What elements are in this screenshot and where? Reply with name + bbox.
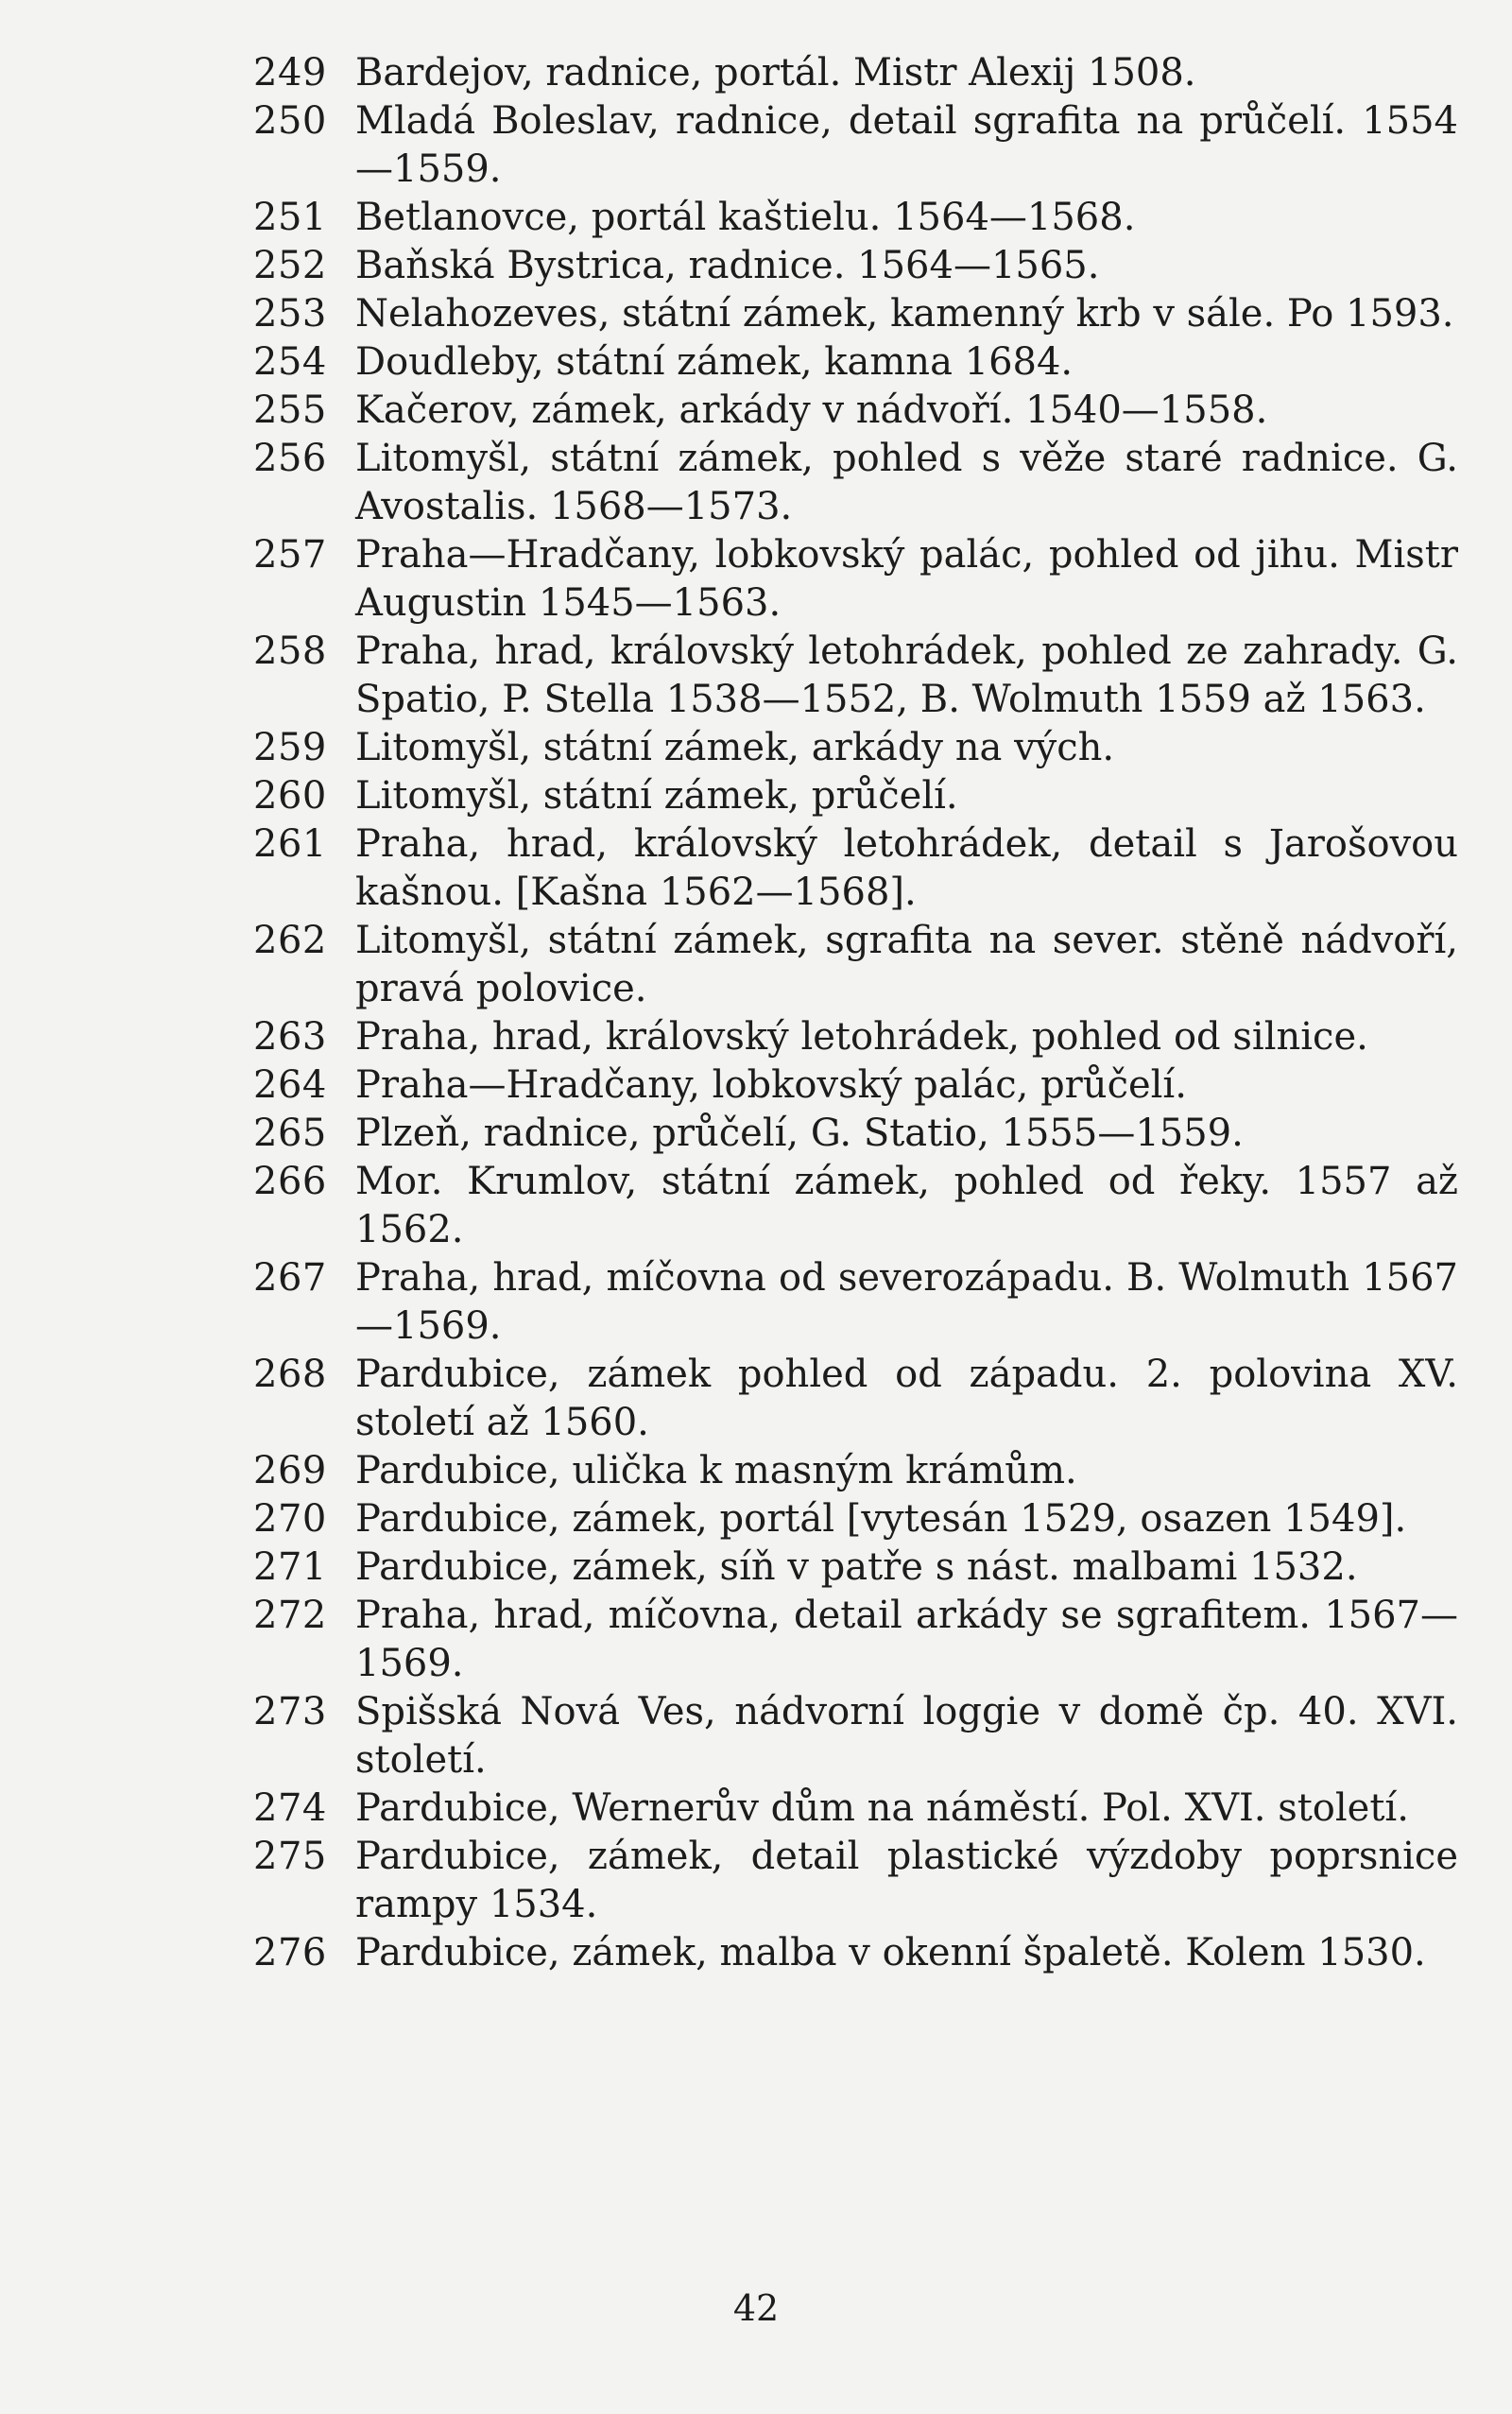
entry-text: Pardubice, zámek, portál [vytesán 1529, osazen 1549]. [355,1497,1407,1541]
entry-number: 274 [253,1786,327,1830]
list-item [253,387,1458,435]
entry-text: Plzeň, radnice, průčelí, G. Statio, 1555—1559. [355,1112,1244,1155]
list-item [253,1495,1458,1543]
entry-number: 268 [253,1353,327,1396]
list-item [253,772,1458,820]
entry-number: 255 [253,388,327,432]
list-item [253,1158,1458,1254]
entry-text: Doudleby, státní zámek, kamna 1684. [355,340,1074,384]
entry-number: 254 [253,340,327,384]
list-item [253,917,1458,1013]
entry-number: 251 [253,196,327,239]
list-item [253,338,1458,387]
entry-number: 258 [253,629,327,673]
entry-number: 259 [253,726,327,769]
entry-number: 270 [253,1497,327,1541]
list-item [253,820,1458,917]
entry-text: Litomyšl, státní zámek, pohled s věže staré radnice. G. Avostalis. 1568—1573. [355,437,1458,528]
entry-text: Spišská Nová Ves, nádvorní loggie v domě čp. 40. XVI. století. [355,1690,1458,1782]
list-item [253,49,1458,97]
entry-text: Praha, hrad, královský letohrádek, pohled od silnice. [355,1015,1368,1059]
entry-number: 276 [253,1931,327,1974]
list-item [253,1110,1458,1158]
entry-text: Pardubice, zámek, síň v patře s nást. malbami 1532. [355,1545,1358,1589]
entry-text: Litomyšl, státní zámek, průčelí. [355,774,958,818]
list-item [253,628,1458,724]
entry-text: Mor. Krumlov, státní zámek, pohled od řeky. 1557 až 1562. [355,1160,1458,1251]
entry-number: 252 [253,244,327,287]
entry-text: Litomyšl, státní zámek, sgrafita na sever. stěně nádvoří, pravá polovice. [355,919,1458,1010]
list-item [253,1929,1458,1977]
entry-text: Kačerov, zámek, arkády v nádvoří. 1540—1558. [355,388,1268,432]
list-item [253,242,1458,290]
entry-number: 257 [253,533,327,577]
list-item [253,194,1458,242]
entry-text: Pardubice, zámek pohled od západu. 2. polovina XV. století až 1560. [355,1353,1458,1444]
entry-text: Nelahozeves, státní zámek, kamenný krb v sále. Po 1593. [355,292,1454,336]
list-item [253,1833,1458,1929]
entry-text: Betlanovce, portál kaštielu. 1564—1568. [355,196,1136,239]
entry-number: 264 [253,1063,327,1107]
entry-text: Praha—Hradčany, lobkovský palác, pohled od jihu. Mistr Augustin 1545—1563. [355,533,1458,625]
entry-text: Pardubice, zámek, malba v okenní špaletě. Kolem 1530. [355,1931,1426,1974]
list-item [253,1254,1458,1351]
list-item [253,1013,1458,1061]
list-item [253,97,1458,194]
entry-text: Mladá Boleslav, radnice, detail sgrafita na průčelí. 1554—1559. [355,99,1458,191]
entry-number: 267 [253,1256,327,1300]
list-item [253,724,1458,772]
entry-text: Pardubice, Wernerův dům na náměstí. Pol. XVI. století. [355,1786,1409,1830]
entry-number: 265 [253,1112,327,1155]
entry-text: Praha, hrad, královský letohrádek, detail s Jarošovou kašnou. [Kašna 1562—1568]. [355,822,1458,914]
entry-text: Pardubice, zámek, detail plastické výzdoby poprsnice rampy 1534. [355,1835,1458,1926]
entry-number: 250 [253,99,327,143]
list-item [253,435,1458,531]
entry-text: Praha, hrad, míčovna, detail arkády se sgrafitem. 1567—1569. [355,1594,1458,1685]
entry-number: 269 [253,1449,327,1492]
entry-number: 271 [253,1545,327,1589]
list-item [253,531,1458,628]
list-item [253,1061,1458,1110]
entry-number: 263 [253,1015,327,1059]
entry-text: Praha, hrad, míčovna od severozápadu. B. Wolmuth 1567—1569. [355,1256,1458,1348]
entry-text: Pardubice, ulička k masným krámům. [355,1449,1077,1492]
list-item [253,1543,1458,1592]
list-item [253,1785,1458,1833]
entry-number: 262 [253,919,327,962]
list-item [253,1592,1458,1688]
list-item [253,1688,1458,1785]
caption-list [253,49,1458,1977]
entry-number: 249 [253,51,327,95]
entry-number: 260 [253,774,327,818]
entry-number: 266 [253,1160,327,1203]
list-item [253,1447,1458,1495]
entry-number: 273 [253,1690,327,1733]
page-number: 42 [732,2287,780,2329]
entry-text: Litomyšl, státní zámek, arkády na vých. [355,726,1115,769]
list-item [253,290,1458,338]
entry-number: 275 [253,1835,327,1878]
entry-text: Praha—Hradčany, lobkovský palác, průčelí. [355,1063,1187,1107]
entry-text: Bardejov, radnice, portál. Mistr Alexij 1508. [355,51,1196,95]
entry-number: 272 [253,1594,327,1637]
entry-text: Praha, hrad, královský letohrádek, pohled ze zahrady. G. Spatio, P. Stella 1538—1552, B. Wolmuth 1559 až 1563. [355,629,1458,721]
entry-number: 256 [253,437,327,480]
entry-number: 253 [253,292,327,336]
entry-text: Baňská Bystrica, radnice. 1564—1565. [355,244,1100,287]
list-item [253,1351,1458,1447]
entry-number: 261 [253,822,327,866]
